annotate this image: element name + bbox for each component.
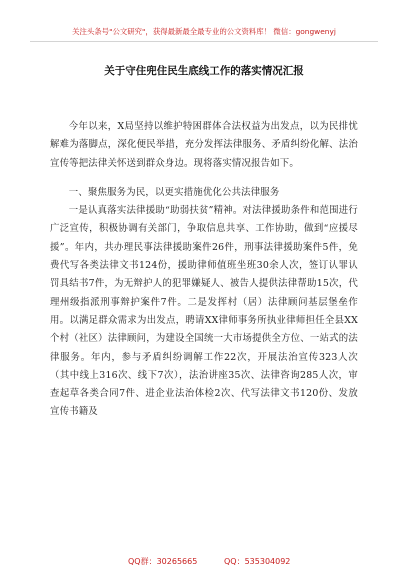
footer-qq: QQ：535304092: [224, 557, 291, 566]
body-paragraph: 一是认真落实法律援助“助弱扶贫”精神。对法律援助条件和范围进行广泛宣传，积极协调有关部门，争取信息共享、工作协助，做到“应援尽援”。年内，共办理民事法律援助案件26件，刑事法律援助案件5件，免费代写各类法律文书124份，援助律师值班坐班30余人次，签订认罪认罚具结书7件，为无辩护人的犯罪嫌疑人、被告人提供法律帮助15次，代理州级指派刑事辩护案件7件。二是发挥村（居）法律顾问基层堡垒作用。以满足群众需求为出发点，聘请XX律师事务所执业律师担任全县XX个村（社区）法律顾问，为建设全国统一大市场提供全方位、一站式的法律服务。年内，参与矛盾纠纷调解工作22次，开展法治宣传323人次（其中线上316次、线下7次），法治讲座35次、法律咨询285人次，审查起草各类合同7件、进企业法治体检2次、代写法律文书120份、发放宣传书籍及: [50, 205, 358, 418]
intro-paragraph: 今年以来，X局坚持以维护特困群体合法权益为出发点，以为民排忧解难为落脚点，深化便民举措，充分发挥法律服务、矛盾纠纷化解、法治宣传等把法律关怀送到群众身边。现将落实情况报告如下。: [50, 121, 358, 169]
document-title: 关于守住兜住民生底线工作的落实情况汇报: [104, 65, 304, 77]
header-divider: [30, 41, 378, 42]
footer-qq-group: QQ群：30265665: [128, 557, 198, 566]
header-banner: 关注头条号"公文研究"，获得最新最全最专业的公文资料库！ 微信：gongwenyj: [72, 27, 336, 36]
section-heading: 一、聚焦服务为民，以更实措施优化公共法律服务: [68, 186, 280, 198]
document-body: [50, 118, 358, 433]
